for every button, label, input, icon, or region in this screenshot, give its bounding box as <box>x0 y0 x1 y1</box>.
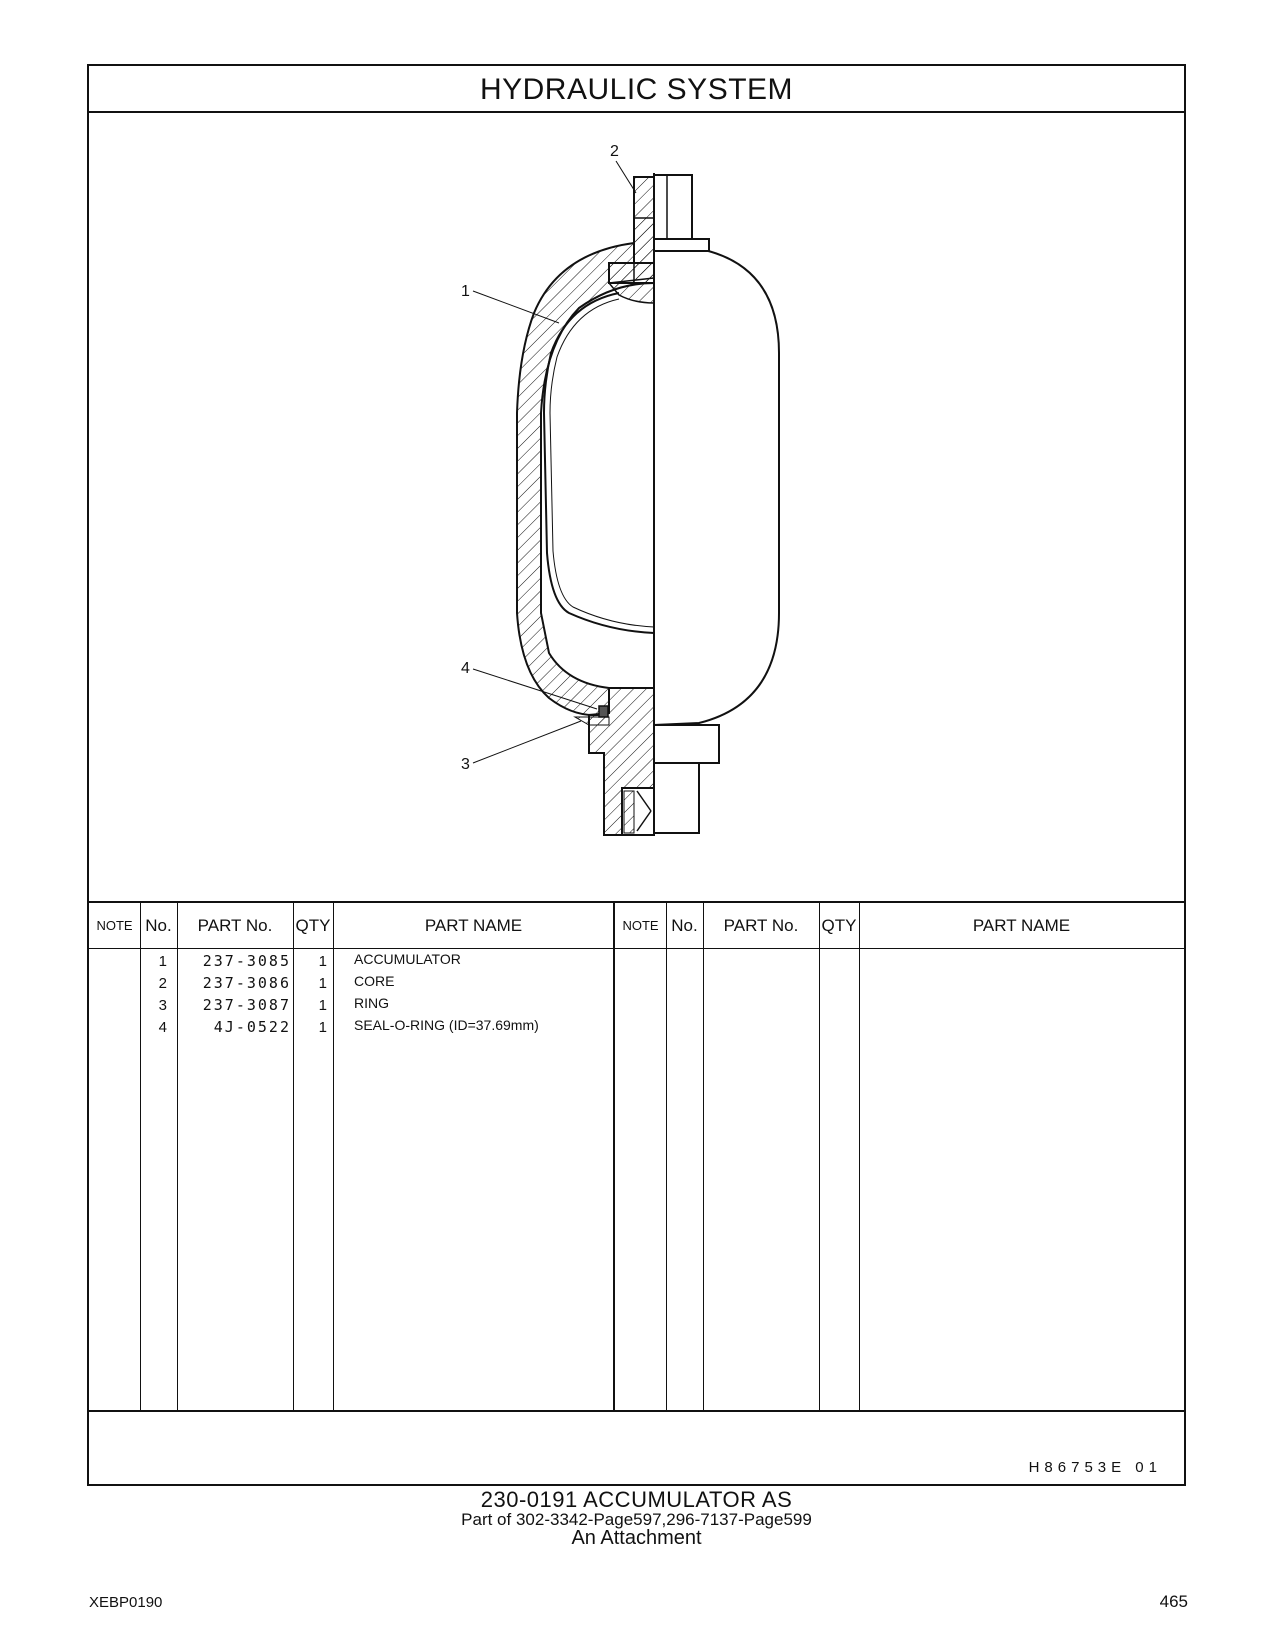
callout-2: 2 <box>610 143 619 160</box>
row-1-part-no: 237-3085 <box>202 952 291 970</box>
assembly-category: An Attachment <box>571 1527 702 1549</box>
top-fitting-flange <box>654 239 709 251</box>
callout-4: 4 <box>461 660 470 677</box>
page-number: 465 <box>1159 1592 1188 1611</box>
row-4-part-name: SEAL-O-RING (ID=37.69mm) <box>354 1017 539 1033</box>
callout-1: 1 <box>461 283 470 300</box>
row-2-part-no: 237-3086 <box>202 974 291 992</box>
header-note-right: NOTE <box>622 918 659 933</box>
col-divider <box>703 903 704 1410</box>
row-1-part-name: ACCUMULATOR <box>354 951 461 967</box>
header-partname-left: PART NAME <box>424 916 523 935</box>
row-2-no: 2 <box>158 975 167 992</box>
header-qty-left: QTY <box>295 916 331 935</box>
bottom-fitting-exterior <box>654 725 719 763</box>
row-3-part-name: RING <box>354 995 389 1011</box>
core-head <box>609 278 654 303</box>
parts-sheet-frame <box>87 64 1186 1486</box>
accumulator-body-exterior <box>654 243 779 725</box>
header-divider <box>89 948 1184 949</box>
header-note-left: NOTE <box>96 918 133 933</box>
exploded-view-illustration <box>89 113 1184 901</box>
core-stem-section <box>634 218 654 283</box>
o-ring-seal <box>599 706 608 717</box>
assembly-parent-reference: Part of 302-3342-Page597,296-7137-Page599 <box>461 1510 812 1529</box>
bottom-port-exterior <box>654 763 699 833</box>
row-2-qty: 1 <box>318 975 327 992</box>
header-qty-right: QTY <box>821 916 857 935</box>
callout-3: 3 <box>461 756 470 773</box>
row-4-part-no: 4J-0522 <box>213 1018 291 1036</box>
row-4-qty: 1 <box>318 1019 327 1036</box>
row-1-qty: 1 <box>318 953 327 970</box>
row-3-qty: 1 <box>318 997 327 1014</box>
header-partno-right: PART No. <box>723 916 799 935</box>
page-title: HYDRAULIC SYSTEM <box>89 66 1184 113</box>
col-divider <box>333 903 334 1410</box>
drawing-code: H86753E 01 <box>1028 1459 1162 1476</box>
row-4-no: 4 <box>158 1019 167 1036</box>
accumulator-shell-section <box>517 243 654 715</box>
row-3-part-no: 237-3087 <box>202 996 291 1014</box>
row-2-part-name: CORE <box>354 973 395 989</box>
top-fitting-exterior <box>654 175 692 243</box>
header-partname-right: PART NAME <box>972 916 1071 935</box>
col-divider <box>819 903 820 1410</box>
col-divider <box>666 903 667 1410</box>
header-partno-left: PART No. <box>197 916 273 935</box>
col-divider <box>177 903 178 1410</box>
header-no-right: No. <box>671 916 698 935</box>
document-id: XEBP0190 <box>89 1594 163 1611</box>
bladder <box>544 293 654 633</box>
header-no-left: No. <box>145 916 172 935</box>
row-3-no: 3 <box>158 997 167 1014</box>
col-divider <box>859 903 860 1410</box>
row-1-no: 1 <box>158 953 167 970</box>
accumulator-drawing <box>89 113 1184 901</box>
parts-list-table <box>89 901 1184 1412</box>
assembly-title: 230-0191 ACCUMULATOR AS <box>480 1487 793 1512</box>
